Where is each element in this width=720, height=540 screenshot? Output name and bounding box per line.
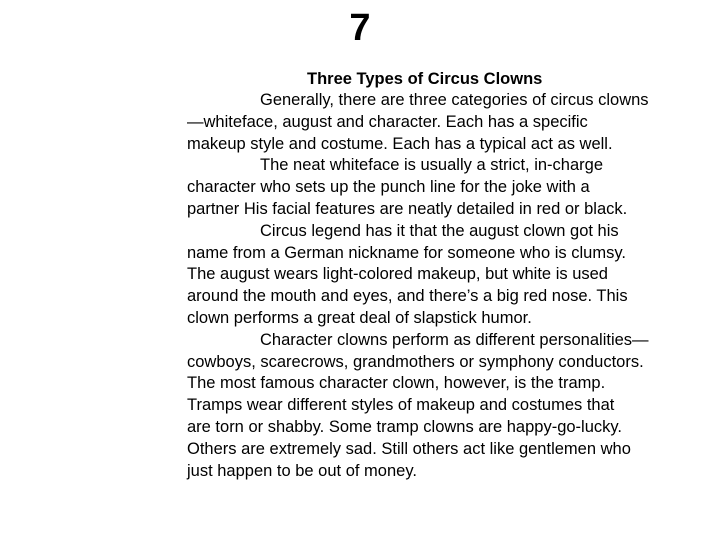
paragraph-line: around the mouth and eyes, and there’s a big red nose. This: [187, 287, 628, 306]
paragraph-line: Generally, there are three categories of circus clowns: [260, 91, 649, 109]
paragraph-line: Others are extremely sad. Still others act like gentlemen who: [187, 439, 631, 458]
paragraph-intro: [187, 90, 707, 155]
paragraph-line: The neat whiteface is usually a strict, in-charge: [260, 156, 603, 175]
paragraph-character: [187, 330, 707, 483]
paragraph-line: Character clowns perform as different personalities—: [260, 330, 649, 349]
paragraph-line: partner His facial features are neatly detailed in red or black.: [187, 199, 628, 218]
paragraph-line: The august wears light-colored makeup, but white is used: [187, 265, 608, 284]
paragraph-whiteface: [187, 155, 707, 220]
paragraph-line: character who sets up the punch line for the joke with a: [187, 178, 590, 197]
paragraph-line: cowboys, scarecrows, grandmothers or symphony conductors.: [187, 352, 644, 371]
paragraph-line: Circus legend has it that the august clown got his: [260, 221, 619, 240]
page-number: 7: [349, 7, 371, 49]
paragraph-august: [187, 221, 707, 330]
paragraph-line: just happen to be out of money.: [187, 461, 417, 480]
paragraph-line: makeup style and costume. Each has a typical act as well.: [187, 134, 613, 153]
article-title: Three Types of Circus Clowns: [307, 70, 543, 88]
paragraph-line: The most famous character clown, however, is the tramp.: [187, 374, 606, 393]
paragraph-line: —whiteface, august and character. Each has a specific: [187, 112, 588, 131]
paragraph-line: Tramps wear different styles of makeup and costumes that: [187, 396, 615, 415]
article: [187, 68, 707, 482]
paragraph-line: clown performs a great deal of slapstick humor.: [187, 308, 532, 327]
paragraph-line: are torn or shabby. Some tramp clowns are happy-go-lucky.: [187, 417, 623, 436]
paragraph-line: name from a German nickname for someone who is clumsy.: [187, 243, 626, 262]
